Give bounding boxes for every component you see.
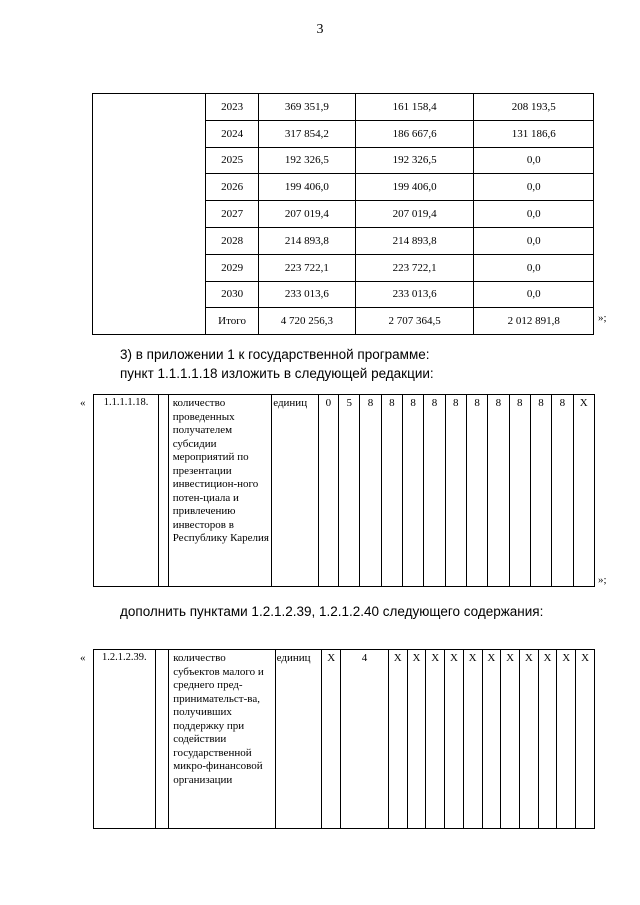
budget-total: 214 893,8 bbox=[258, 227, 355, 254]
indicator-table-1-1-1-1-18 bbox=[93, 394, 595, 587]
item-2-value: Х bbox=[557, 650, 576, 829]
item-1-value: 8 bbox=[509, 395, 530, 587]
item-1-value: 8 bbox=[424, 395, 445, 587]
item-2-value: Х bbox=[482, 650, 501, 829]
item-1-open-quote: « bbox=[80, 397, 86, 409]
budget-source-2: 208 193,5 bbox=[474, 94, 594, 121]
paragraph-supplement: дополнить пунктами 1.2.1.2.39, 1.2.1.2.40 следующего содержания: bbox=[120, 604, 544, 619]
budget-year: 2023 bbox=[206, 94, 259, 121]
item-2-value: Х bbox=[445, 650, 464, 829]
budget-source-2: 2 012 891,8 bbox=[474, 308, 594, 335]
budget-total: 207 019,4 bbox=[258, 201, 355, 228]
budget-total: 192 326,5 bbox=[258, 147, 355, 174]
budget-blank-cell bbox=[93, 94, 206, 335]
budget-total: 233 013,6 bbox=[258, 281, 355, 308]
budget-year: Итого bbox=[206, 308, 259, 335]
item-2-value: 4 bbox=[341, 650, 389, 829]
item-1-value: 5 bbox=[339, 395, 360, 587]
item-2-value: Х bbox=[388, 650, 407, 829]
budget-source-2: 0,0 bbox=[474, 147, 594, 174]
item-1-unit: единиц bbox=[272, 395, 319, 587]
budget-total: 369 351,9 bbox=[258, 94, 355, 121]
budget-source-2: 0,0 bbox=[474, 281, 594, 308]
budget-source-1: 233 013,6 bbox=[355, 281, 474, 308]
item-1-close-quote: »; bbox=[598, 574, 607, 586]
item-2-value: Х bbox=[519, 650, 538, 829]
item-1-value: 0 bbox=[318, 395, 338, 587]
budget-year: 2030 bbox=[206, 281, 259, 308]
budget-source-1: 2 707 364,5 bbox=[355, 308, 474, 335]
item-1-description: количество проведенных получателем субсидии мероприятий по презентации инвестицион-ного потен-циала и привлечению инвесторов в Республику Карелия bbox=[168, 395, 272, 587]
item-1-value: 8 bbox=[360, 395, 381, 587]
budget-source-2: 131 186,6 bbox=[474, 120, 594, 147]
budget-source-1: 207 019,4 bbox=[355, 201, 474, 228]
paragraph-3-line-1: 3) в приложении 1 к государственной программе: bbox=[120, 347, 430, 362]
budget-source-2: 0,0 bbox=[474, 227, 594, 254]
budget-source-1: 223 722,1 bbox=[355, 254, 474, 281]
item-2-value: Х bbox=[407, 650, 426, 829]
item-1-value: 8 bbox=[445, 395, 466, 587]
paragraph-3-line-2: пункт 1.1.1.1.18 изложить в следующей редакции: bbox=[120, 366, 434, 381]
item-1-value: 8 bbox=[381, 395, 402, 587]
budget-total: 199 406,0 bbox=[258, 174, 355, 201]
item-1-value: 8 bbox=[466, 395, 487, 587]
item-1-value: Х bbox=[573, 395, 595, 587]
item-2-empty-cell bbox=[155, 650, 169, 829]
item-2-description: количество субъектов малого и среднего пред-принимательст-ва, получивших поддержку при содействии государственной микро-финансовой организации bbox=[169, 650, 275, 829]
item-2-value: Х bbox=[501, 650, 520, 829]
budget-close-quote: »; bbox=[598, 312, 607, 324]
budget-year: 2028 bbox=[206, 227, 259, 254]
budget-year: 2026 bbox=[206, 174, 259, 201]
indicator-table-1-2-1-2-39 bbox=[93, 649, 595, 829]
budget-source-1: 161 158,4 bbox=[355, 94, 474, 121]
budget-source-1: 192 326,5 bbox=[355, 147, 474, 174]
budget-total: 317 854,2 bbox=[258, 120, 355, 147]
page-number: 3 bbox=[316, 22, 324, 37]
budget-source-1: 199 406,0 bbox=[355, 174, 474, 201]
budget-total: 4 720 256,3 bbox=[258, 308, 355, 335]
item-2-value: Х bbox=[426, 650, 445, 829]
item-1-empty-cell bbox=[159, 395, 169, 587]
item-2-value: Х bbox=[322, 650, 341, 829]
item-2-value: Х bbox=[576, 650, 595, 829]
item-1-value: 8 bbox=[403, 395, 424, 587]
item-2-unit: единиц bbox=[275, 650, 322, 829]
budget-year: 2029 bbox=[206, 254, 259, 281]
budget-source-2: 0,0 bbox=[474, 201, 594, 228]
item-1-value: 8 bbox=[530, 395, 551, 587]
budget-total: 223 722,1 bbox=[258, 254, 355, 281]
budget-source-2: 0,0 bbox=[474, 174, 594, 201]
budget-table bbox=[92, 93, 594, 335]
budget-year: 2027 bbox=[206, 201, 259, 228]
item-1-value: 8 bbox=[488, 395, 509, 587]
budget-source-1: 214 893,8 bbox=[355, 227, 474, 254]
item-1-value: 8 bbox=[552, 395, 573, 587]
budget-source-2: 0,0 bbox=[474, 254, 594, 281]
item-1-code: 1.1.1.1.18. bbox=[94, 395, 159, 587]
budget-year: 2024 bbox=[206, 120, 259, 147]
budget-year: 2025 bbox=[206, 147, 259, 174]
budget-source-1: 186 667,6 bbox=[355, 120, 474, 147]
item-2-open-quote: « bbox=[80, 652, 86, 664]
item-2-value: Х bbox=[463, 650, 482, 829]
item-2-code: 1.2.1.2.39. bbox=[94, 650, 156, 829]
item-2-value: Х bbox=[538, 650, 557, 829]
budget-row bbox=[93, 94, 594, 121]
